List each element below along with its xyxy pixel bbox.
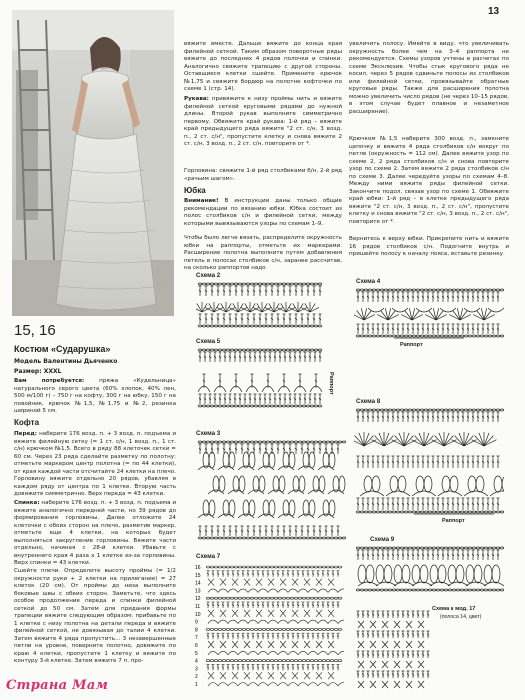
scheme-7-row-number: 9: [195, 619, 198, 626]
pered-head: Перед:: [14, 431, 38, 437]
page-number: 13: [488, 6, 500, 17]
rukava-paragraph: [184, 96, 342, 149]
scheme-5-rapport-label: Раппорт: [328, 372, 334, 395]
scheme-5-diagram: [196, 346, 324, 410]
vnimanie-paragraph: [184, 198, 342, 228]
model-number: 15, 16: [14, 322, 56, 339]
scheme-7-row-number: 5: [195, 650, 198, 657]
materials-head: Вам потребуется:: [14, 378, 85, 384]
section-yubka: Юбка: [184, 186, 206, 195]
col3-mid-paragraph: Крючком №1,5 наберите 300 возд. п., замкните цепочку и вяжите 4 ряда столбиков с/н вокруг по петле (окружность = 112 см). Далее вяжите узор по схеме 2, 2 ряда столбиков с/н и снова повторите узор по схеме 2. Затем вяжите 2 ряда столбиков с/н по схеме 3. Далее чередуйте узоры по схемам 4–8. Между ними вяжите ряды филейной сетки. Закончите подол, связав узор по схеме 1. Обвяжите край юбки: 1-й ряд – в клетке предыдущего ряда вяжите "2 ст. с/н, 3 возд. п., 2 ст. с/н", пропустите клетку и снова вяжите "2 ст. с/н, 3 возд. п., 2 ст. с/н", повторите от *.: [349, 136, 509, 225]
col3-top-paragraph: увеличить полосу. Имейте в виду, что увеличивать окружность более чем на 3–4 раппорта не рекомендуется. Схемы узоров учтены в расчетах по схеме Эксклюзив. Чтобы стык кругового ряда не косил, через 5 рядов сдвиньте полосы из столбиков или филейной сетки, провязывайте обратные круговые ряды. Также для расширения полотна можно увеличить число рядов (не через 10–15 рядов, в этом случае будет плавное и незаметное расширение).: [349, 41, 509, 115]
scheme-3-diagram: [196, 438, 346, 542]
scheme-7-row-number: 15: [195, 572, 201, 579]
section-kofta: Кофта: [14, 418, 40, 427]
scheme-7-row-number: 8: [195, 627, 198, 634]
scheme-7-row-number: 11: [195, 604, 201, 610]
scheme-8-rapport-label: Раппорт: [442, 518, 465, 524]
scheme-7-diagram: [194, 562, 344, 694]
scheme-8-label: Схема 8: [356, 398, 381, 405]
materials-text: пряжа «Кудельница» натурального серого цвета (60% хлопок, 40% лен, 500 м/100 г) – 750 г на кофту, 300 г на юбку, 150 г на повойник, крючок №1,5, №1,75 и №2, резинка шириной 5 см.: [14, 378, 176, 414]
vnimanie-head: Внимание!: [184, 198, 219, 204]
scheme-7-row-number: 12: [195, 596, 201, 603]
col3-end-paragraph: Вернитесь к верху юбки. Прикрепите нить и вяжите 16 рядов столбиков с/н. Подогните внутрь и пришейте полосу к началу пояса, вставьте резинку.: [349, 236, 509, 257]
scheme-3-label: Схема 3: [196, 430, 221, 437]
page-title: Костюм «Сударушка»: [14, 344, 111, 354]
scheme-4-rapport-label: Раппорт: [400, 342, 423, 348]
vnimanie-text: В инструкции даны только общие рекомендации по вязанию юбки. Юбка состоит из полос столбиков с/н и филейной сетки, между которыми вывязываются узоры по схемам 1–9.: [184, 198, 342, 227]
scheme-4-label: Схема 4: [356, 278, 381, 285]
spinka-head: Спинка:: [14, 500, 40, 506]
scheme-7-row-number: 2: [195, 674, 198, 681]
spinka-paragraph: [14, 500, 176, 568]
scheme-9-label: Схема 9: [370, 536, 395, 543]
scheme-mod17-caption: (полоса 14, цвет): [440, 614, 482, 620]
pered-text: наберите 176 возд. п. + 3 возд. п. подъема и вяжите филейную сетку (= 1 ст. с/н, 1 возд. п., 1 ст. с/н) крючком №1,5. Всего в ряду 88 клеточек сетки = 60 см. Через 23 ряда сделайте разметку по полотну: отметьте маркером центр полотна (= по 44 клетки), от края каждой части отсчитайте 24 клетки на плечо. Горловину вяжите отдельно 20 рядов, убавляя в каждом ряду от центра по 1 клетке. Вторую часть довяжите симметрично. Верх переда = 43 клетки.: [14, 431, 176, 497]
scheme-7-row-number: 10: [195, 611, 201, 618]
model-photo: [12, 10, 174, 316]
watermark-logo: Страна Мам: [6, 678, 109, 693]
scheme-7-row-number: 6: [195, 643, 198, 649]
scheme-7-row-number: 13: [195, 588, 201, 595]
author: Модель Валентины Дьяченко: [14, 358, 118, 365]
pered-paragraph: [14, 431, 176, 499]
yubka-paragraph: Чтобы было легче вязать, распределите окружность юбки на раппорты, отметьте их маркерами. Расширение полотна выполните путем добавления петель в полосах столбиков с/н, заранее рассчитав, на сколько раппортов надо: [184, 235, 342, 271]
scheme-7-row-number: 1: [195, 682, 198, 688]
scheme-7-label: Схема 7: [196, 553, 221, 560]
materials-paragraph: [14, 378, 176, 416]
scheme-7-row-number: 14: [195, 580, 201, 587]
scheme-9-diagram: [354, 544, 504, 594]
gorlovina-paragraph: Горловина: свяжите 1-й ряд столбиками б/н, 2-й ряд «рачьим шагом».: [184, 168, 342, 182]
rukava-head: Рукава:: [184, 96, 209, 102]
size: Размер: XXXL: [14, 368, 62, 375]
scheme-7-row-number: 4: [195, 658, 198, 665]
spinka-text: наберите 176 возд. п. + 3 возд. п. подъема и вяжите аналогично передней части, но 39 рядов до формирования горловины. Далее отложите 24 клеточки с обоих сторон на плечо, разметив маркер, отметьте еще 4 клетки, на которых будет выполняться закругление горловины. Вяжите части отдельно, начиная с 28-й клетки. Убавьте с внутреннего края 4 раза х 1 клетке из-за горловины. Верх спинки = 43 клетки.: [14, 500, 177, 566]
col2-top-paragraph: вяжите вместе. Дальше вяжите до конца края филейной сеткой. Таким образом поворотные ряды вяжите до последних 4 рядов полочки и спинки. Аналогично свяжите трапецию с другой стороны. Оставшиеся клетки сшейте. Примените крючок №1,75 и свяжите бордюр на полотне кофточки по схеме 1 (стр. 14).: [184, 41, 342, 92]
scheme-7-row-number: 3: [195, 666, 198, 673]
scheme-mod17-diagram: [354, 608, 434, 692]
scheme-8-diagram: [354, 406, 504, 516]
scheme-7-row-number: 7: [195, 635, 198, 642]
scheme-2-label: Схема 2: [196, 272, 221, 279]
scheme-4-diagram: [354, 286, 504, 340]
rukava-text: привяжите к низу проймы нить и вяжите филейной сеткой круговыми рядами до нужной длины. Второй рукав выполните симметрично первому. Обвяжите край рукава: 1-й ряд – вяжите край предыдущего ряда вяжите "2 ст. с/н, 3 возд. п., 2 ст. с/н", пропустите клетку и снова вяжите 2 ст. с/н, 3 возд. п., 2 ст. с/н, повторите от *.: [184, 96, 342, 147]
scheme-2-diagram: [196, 280, 324, 330]
scheme-5-label: Схема 5: [196, 338, 221, 345]
scheme-mod17-label: Схема к мод. 17: [432, 606, 476, 612]
shoulders-paragraph: Сшейте плечи. Определите высоту проймы (= 1/2 окружности руки + 2 клетки на прилегание) = 27 клеток (20 см). От проймы до низа выполните боковые швы с обеих сторон. Заметьте, что здесь особое продолжение переда и спинки филейной сеткой до 50 см. Затем для придания формы трапеции вяжите следующим образом: прибавьте по 1 клетке с низу полотна на детали переда и вяжите филейной сеткой, не довязывая до талии 4 клетки. Затем вяжите 4 ряда пропустить... 3 незавершенные петли на уровне, поверните полотно, довяжите по краю 4 клетки, пропустите 1 клетку и вяжите по контуру 3-й клетке. Затем вяжите 7 п. про-: [14, 568, 176, 664]
scheme-7-row-number: 16: [195, 565, 201, 571]
